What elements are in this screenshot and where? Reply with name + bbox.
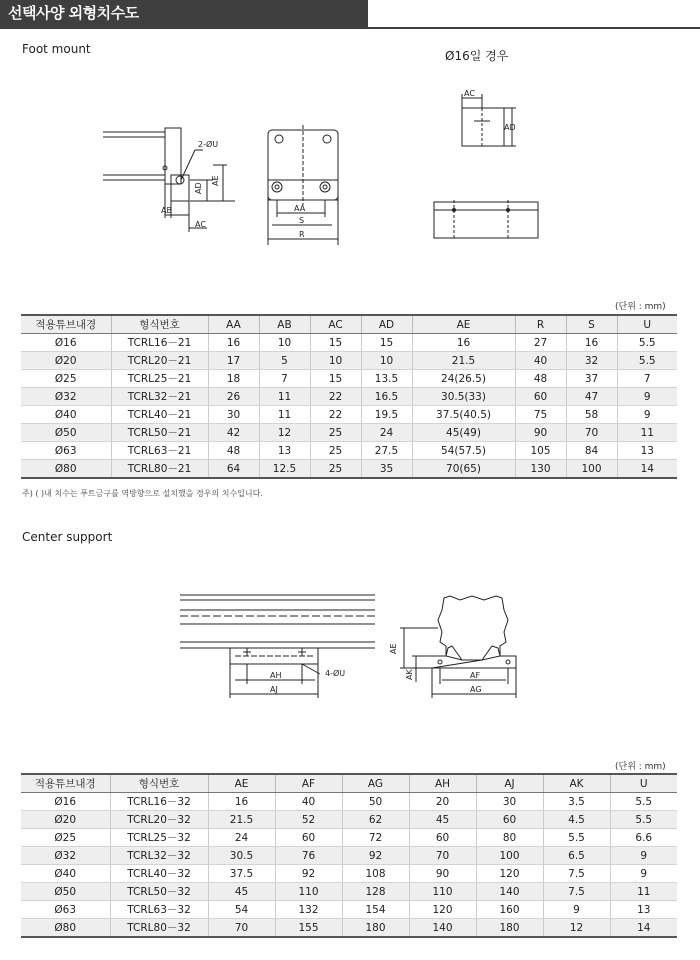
table-cell: 60 <box>515 388 566 406</box>
table-cell: 9 <box>610 847 677 865</box>
table-cell: Ø16 <box>21 793 110 811</box>
column-header: AE <box>208 774 275 793</box>
center-support-end-view <box>389 590 532 705</box>
column-header: AC <box>310 315 361 334</box>
table-cell: 90 <box>409 865 476 883</box>
foot-mount-table <box>21 314 677 479</box>
table-cell: Ø50 <box>21 883 110 901</box>
table-cell: 70 <box>208 919 275 938</box>
table-cell: 70 <box>566 424 617 442</box>
table-cell: 11 <box>259 388 310 406</box>
table-row <box>21 883 677 901</box>
table-cell: 45(49) <box>412 424 515 442</box>
table-cell: 60 <box>409 829 476 847</box>
table-cell: 37 <box>566 370 617 388</box>
table-cell: 5.5 <box>617 352 677 370</box>
table-cell: 25 <box>310 424 361 442</box>
column-header: 적용튜브내경 <box>21 774 110 793</box>
table-cell: 5.5 <box>617 334 677 352</box>
table-cell: 58 <box>566 406 617 424</box>
column-header: AF <box>275 774 342 793</box>
table-cell: Ø32 <box>21 847 110 865</box>
column-header: AH <box>409 774 476 793</box>
table-cell: 14 <box>617 460 677 479</box>
foot-dim-r: R <box>299 230 305 239</box>
table-cell: 30 <box>476 793 543 811</box>
table-cell: TCRL32－21 <box>111 388 208 406</box>
table-cell: 24 <box>208 829 275 847</box>
table-cell: 9 <box>617 406 677 424</box>
column-header: 형식번호 <box>110 774 208 793</box>
table-cell: 60 <box>476 811 543 829</box>
table-cell: Ø40 <box>21 406 111 424</box>
table-cell: 21.5 <box>412 352 515 370</box>
table-cell: 11 <box>617 424 677 442</box>
table-cell: 42 <box>208 424 259 442</box>
table-row <box>21 442 677 460</box>
o16-dim-ad: AD <box>504 123 516 132</box>
table-cell: 70(65) <box>412 460 515 479</box>
table-cell: 72 <box>342 829 409 847</box>
center-support-units: (단위 : mm) <box>615 762 666 772</box>
table-cell: 52 <box>275 811 342 829</box>
table-cell: 16 <box>208 793 275 811</box>
table-cell: 4.5 <box>543 811 610 829</box>
table-cell: 160 <box>476 901 543 919</box>
column-header: AD <box>361 315 412 334</box>
table-cell: 40 <box>275 793 342 811</box>
foot-dim-hole: 2-ØU <box>198 140 219 149</box>
table-cell: 10 <box>259 334 310 352</box>
table-cell: 7 <box>259 370 310 388</box>
table-cell: TCRL40－32 <box>110 865 208 883</box>
foot-dim-aa: AA <box>294 204 306 213</box>
center-dim-ag: AG <box>470 685 482 694</box>
table-cell: 3.5 <box>543 793 610 811</box>
table-cell: 12.5 <box>259 460 310 479</box>
table-cell: 45 <box>208 883 275 901</box>
table-cell: 12 <box>543 919 610 938</box>
table-cell: 180 <box>342 919 409 938</box>
table-cell: TCRL25－32 <box>110 829 208 847</box>
table-cell: 50 <box>342 793 409 811</box>
table-cell: 32 <box>566 352 617 370</box>
table-cell: 70 <box>409 847 476 865</box>
table-cell: 27 <box>515 334 566 352</box>
table-cell: 16 <box>412 334 515 352</box>
table-row <box>21 352 677 370</box>
table-cell: 11 <box>610 883 677 901</box>
table-row <box>21 793 677 811</box>
table-cell: 17 <box>208 352 259 370</box>
table-cell: 40 <box>515 352 566 370</box>
table-cell: 5.5 <box>610 811 677 829</box>
table-cell: 140 <box>476 883 543 901</box>
table-cell: 54 <box>208 901 275 919</box>
table-cell: 37.5 <box>208 865 275 883</box>
table-cell: 26 <box>208 388 259 406</box>
table-row <box>21 919 677 938</box>
foot-mount-label: Foot mount <box>22 42 91 56</box>
table-cell: Ø80 <box>21 460 111 479</box>
o16-dim-ac: AC <box>464 89 475 98</box>
table-cell: 25 <box>310 460 361 479</box>
table-row <box>21 829 677 847</box>
table-cell: 45 <box>409 811 476 829</box>
center-support-table <box>21 773 677 938</box>
table-cell: 13.5 <box>361 370 412 388</box>
column-header: AB <box>259 315 310 334</box>
table-cell: 48 <box>208 442 259 460</box>
table-row <box>21 865 677 883</box>
table-cell: 10 <box>310 352 361 370</box>
table-cell: 6.6 <box>610 829 677 847</box>
table-cell: 35 <box>361 460 412 479</box>
table-cell: 54(57.5) <box>412 442 515 460</box>
foot-dim-s: S <box>299 216 305 225</box>
column-header: 형식번호 <box>111 315 208 334</box>
table-cell: 180 <box>476 919 543 938</box>
table-cell: TCRL20－21 <box>111 352 208 370</box>
table-cell: 12 <box>259 424 310 442</box>
column-header: AJ <box>476 774 543 793</box>
table-row <box>21 847 677 865</box>
table-cell: 9 <box>610 865 677 883</box>
foot-dim-ae: AE <box>211 175 220 186</box>
table-row <box>21 388 677 406</box>
table-cell: Ø16 <box>21 334 111 352</box>
foot-mount-case-label: Ø16일 경우 <box>445 49 509 63</box>
table-cell: Ø25 <box>21 829 110 847</box>
table-cell: 15 <box>310 334 361 352</box>
table-cell: 110 <box>409 883 476 901</box>
table-cell: TCRL50－21 <box>111 424 208 442</box>
table-cell: TCRL32－32 <box>110 847 208 865</box>
table-cell: 75 <box>515 406 566 424</box>
table-cell: 37.5(40.5) <box>412 406 515 424</box>
table-cell: 80 <box>476 829 543 847</box>
table-cell: 7.5 <box>543 883 610 901</box>
foot-dim-ac: AC <box>195 220 206 229</box>
table-cell: 30 <box>208 406 259 424</box>
table-cell: 19.5 <box>361 406 412 424</box>
table-cell: 100 <box>476 847 543 865</box>
table-cell: 11 <box>259 406 310 424</box>
table-cell: TCRL16－21 <box>111 334 208 352</box>
table-cell: 130 <box>515 460 566 479</box>
title-rule <box>0 27 700 29</box>
table-row <box>21 811 677 829</box>
foot-mount-o16-detail <box>452 88 532 158</box>
foot-mount-side-view <box>95 120 245 240</box>
table-cell: Ø40 <box>21 865 110 883</box>
table-cell: 5 <box>259 352 310 370</box>
center-dim-ah: AH <box>270 671 282 680</box>
table-cell: TCRL25－21 <box>111 370 208 388</box>
column-header: AK <box>543 774 610 793</box>
table-cell: 13 <box>259 442 310 460</box>
center-support-side-view <box>175 590 380 700</box>
table-cell: 24 <box>361 424 412 442</box>
foot-mount-units: (단위 : mm) <box>615 302 666 312</box>
table-cell: 14 <box>610 919 677 938</box>
column-header: AG <box>342 774 409 793</box>
table-cell: 132 <box>275 901 342 919</box>
table-cell: 16 <box>566 334 617 352</box>
foot-dim-ad: AD <box>194 182 203 194</box>
table-cell: 7.5 <box>543 865 610 883</box>
table-cell: 92 <box>275 865 342 883</box>
table-cell: 84 <box>566 442 617 460</box>
table-cell: 5.5 <box>610 793 677 811</box>
table-cell: 128 <box>342 883 409 901</box>
table-cell: Ø25 <box>21 370 111 388</box>
table-cell: Ø20 <box>21 811 110 829</box>
table-cell: 27.5 <box>361 442 412 460</box>
table-cell: 48 <box>515 370 566 388</box>
table-cell: 155 <box>275 919 342 938</box>
column-header: AE <box>412 315 515 334</box>
table-cell: 60 <box>275 829 342 847</box>
table-cell: 47 <box>566 388 617 406</box>
column-header: 적용튜브내경 <box>21 315 111 334</box>
center-dim-ae: AE <box>389 643 398 654</box>
table-cell: 100 <box>566 460 617 479</box>
center-dim-aj: AJ <box>270 685 278 694</box>
table-cell: 108 <box>342 865 409 883</box>
table-cell: 76 <box>275 847 342 865</box>
table-cell: 9 <box>543 901 610 919</box>
table-cell: Ø63 <box>21 442 111 460</box>
foot-mount-bracket-top-view <box>432 198 542 243</box>
foot-mount-front-view <box>262 125 352 250</box>
table-cell: 22 <box>310 388 361 406</box>
table-cell: 22 <box>310 406 361 424</box>
table-cell: 15 <box>361 334 412 352</box>
center-support-label: Center support <box>22 530 113 544</box>
table-row <box>21 460 677 479</box>
page-title: 선택사양 외형치수도 <box>0 0 368 27</box>
column-header: U <box>617 315 677 334</box>
table-cell: 62 <box>342 811 409 829</box>
table-cell: 120 <box>409 901 476 919</box>
table-cell: TCRL16－32 <box>110 793 208 811</box>
table-cell: 92 <box>342 847 409 865</box>
table-cell: TCRL50－32 <box>110 883 208 901</box>
table-row <box>21 334 677 352</box>
table-row <box>21 406 677 424</box>
table-cell: 5.5 <box>543 829 610 847</box>
table-cell: Ø20 <box>21 352 111 370</box>
center-dim-af: AF <box>470 671 481 680</box>
table-cell: TCRL63－21 <box>111 442 208 460</box>
table-cell: Ø50 <box>21 424 111 442</box>
foot-dim-ab: AB <box>161 206 172 215</box>
table-cell: 6.5 <box>543 847 610 865</box>
table-cell: TCRL20－32 <box>110 811 208 829</box>
center-dim-ak: AK <box>405 669 414 680</box>
table-cell: 64 <box>208 460 259 479</box>
table-row <box>21 370 677 388</box>
foot-mount-note: 주) ( )내 치수는 푸트금구를 역방향으로 설치했을 경우의 치수입니다. <box>22 489 263 498</box>
table-cell: Ø63 <box>21 901 110 919</box>
table-cell: 13 <box>610 901 677 919</box>
table-cell: Ø80 <box>21 919 110 938</box>
table-cell: 13 <box>617 442 677 460</box>
table-cell: 16.5 <box>361 388 412 406</box>
center-dim-hole: 4-ØU <box>325 669 346 678</box>
column-header: U <box>610 774 677 793</box>
table-cell: TCRL80－32 <box>110 919 208 938</box>
table-cell: 30.5 <box>208 847 275 865</box>
table-cell: 110 <box>275 883 342 901</box>
table-cell: 90 <box>515 424 566 442</box>
table-cell: 25 <box>310 442 361 460</box>
column-header: AA <box>208 315 259 334</box>
table-cell: 15 <box>310 370 361 388</box>
table-row <box>21 901 677 919</box>
table-cell: 105 <box>515 442 566 460</box>
table-cell: 21.5 <box>208 811 275 829</box>
table-cell: 7 <box>617 370 677 388</box>
table-cell: 120 <box>476 865 543 883</box>
table-cell: 140 <box>409 919 476 938</box>
table-cell: 154 <box>342 901 409 919</box>
table-cell: 10 <box>361 352 412 370</box>
table-cell: TCRL80－21 <box>111 460 208 479</box>
table-cell: 30.5(33) <box>412 388 515 406</box>
table-cell: 9 <box>617 388 677 406</box>
table-cell: 16 <box>208 334 259 352</box>
table-cell: TCRL63－32 <box>110 901 208 919</box>
column-header: R <box>515 315 566 334</box>
table-cell: TCRL40－21 <box>111 406 208 424</box>
table-cell: 24(26.5) <box>412 370 515 388</box>
table-row <box>21 424 677 442</box>
table-cell: Ø32 <box>21 388 111 406</box>
table-cell: 20 <box>409 793 476 811</box>
column-header: S <box>566 315 617 334</box>
table-cell: 18 <box>208 370 259 388</box>
